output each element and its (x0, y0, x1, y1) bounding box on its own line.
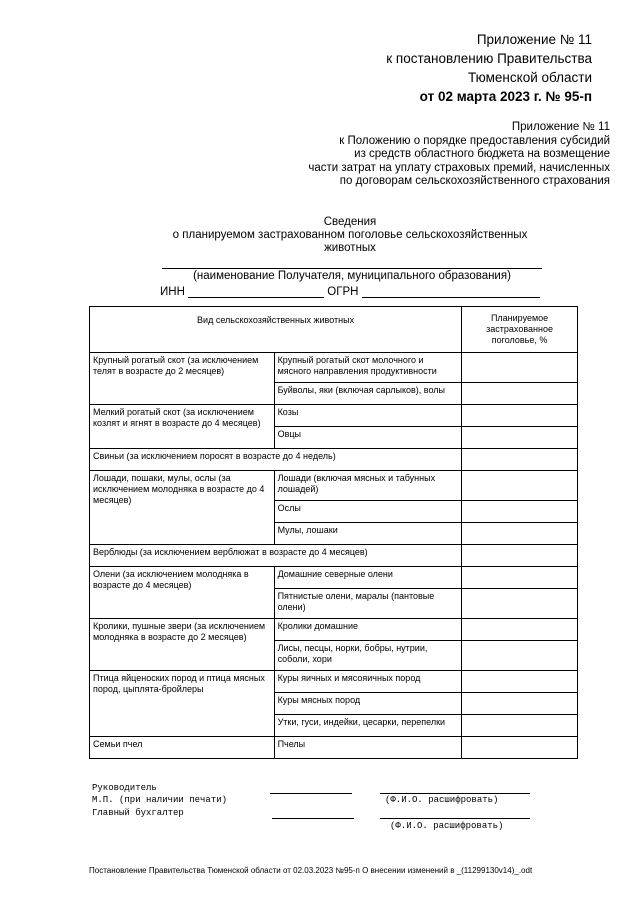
value-cell[interactable] (462, 353, 578, 383)
recipient-fill-line (162, 268, 542, 269)
item-fur-animals: Лисы, песцы, норки, бобры, нутрии, соболи, хори (274, 641, 462, 671)
heading-line3: животных (324, 242, 376, 254)
annex-sub-line5: по договорам сельскохозяйственного страхования (339, 175, 610, 187)
value-cell[interactable] (462, 567, 578, 589)
sig-head-name-line (380, 793, 530, 794)
recipient-caption: (наименование Получателя, муниципального образования) (193, 270, 511, 282)
ogrn-label: ОГРН (327, 286, 359, 298)
value-cell[interactable] (462, 619, 578, 641)
value-cell[interactable] (462, 693, 578, 715)
table-row (90, 471, 578, 501)
item-sheep: Овцы (274, 427, 462, 449)
document-footer: Постановление Правительства Тюменской области от 02.03.2023 №95-п О внесении изменений в _(11299130v14)_.odt (89, 866, 533, 875)
sig-head-line (270, 793, 352, 794)
inn-label: ИНН (160, 286, 185, 298)
heading-line1: Сведения (323, 216, 377, 228)
annex-sub-line1: Приложение № 11 (511, 121, 610, 133)
sig-head-label: Руководитель (92, 783, 157, 793)
inn-ogrn-row (160, 286, 550, 298)
item-goats: Козы (274, 405, 462, 427)
annex-sub-line2: к Положению о порядке предоставления субсидий (339, 134, 610, 147)
sig-accountant-line (272, 818, 354, 819)
value-cell[interactable] (462, 671, 578, 693)
value-cell[interactable] (462, 383, 578, 405)
table-row (90, 545, 578, 567)
table-row (90, 353, 578, 383)
item-mules: Мулы, лошаки (274, 523, 462, 545)
table-row (90, 619, 578, 641)
value-cell[interactable] (462, 641, 578, 671)
group-pigs: Свиньи (за исключением поросят в возрасте до 4 недель) (90, 449, 462, 471)
item-donkeys: Ослы (274, 501, 462, 523)
table-row (90, 671, 578, 693)
annex-main-date: от 02 марта 2023 г. № 95-п (419, 89, 592, 104)
value-cell[interactable] (462, 737, 578, 759)
item-meat-hens: Куры мясных пород (274, 693, 462, 715)
document-heading (160, 216, 540, 255)
annex-main-block (292, 30, 592, 106)
col-header-type: Вид сельскохозяйственных животных (90, 307, 462, 353)
group-cattle: Крупный рогатый скот (за исключением телят в возрасте до 2 месяцев) (90, 353, 275, 405)
annex-sub-block (250, 121, 610, 189)
group-small-cattle: Мелкий рогатый скот (за исключением козлят и ягнят в возрасте до 4 месяцев) (90, 405, 275, 449)
value-cell[interactable] (462, 427, 578, 449)
group-camels: Верблюды (за исключением верблюжат в возрасте до 4 месяцев) (90, 545, 462, 567)
value-cell[interactable] (462, 501, 578, 523)
item-rabbits: Кролики домашние (274, 619, 462, 641)
value-cell[interactable] (462, 545, 578, 567)
ogrn-fill-line (362, 286, 540, 298)
group-bees: Семьи пчел (90, 737, 275, 759)
item-reindeer: Домашние северные олени (274, 567, 462, 589)
item-spotted-deer: Пятнистые олени, маралы (пантовые олени) (274, 589, 462, 619)
item-laying-hens: Куры яичных и мясояичных пород (274, 671, 462, 693)
table-row (90, 405, 578, 427)
col-header-planned: Планируемое застрахованное поголовье, % (462, 307, 578, 353)
item-bees: Пчелы (274, 737, 462, 759)
table-row (90, 737, 578, 759)
value-cell[interactable] (462, 449, 578, 471)
annex-sub-line4: части затрат на уплату страховых премий, начисленных (308, 161, 610, 174)
annex-main-line3: Тюменской области (468, 70, 592, 85)
item-buffalo: Буйволы, яки (включая сарлыков), волы (274, 383, 462, 405)
group-poultry: Птица яйценоских пород и птица мясных пород, цыплята-бройлеры (90, 671, 275, 737)
item-horses: Лошади (включая мясных и табунных лошадей) (274, 471, 462, 501)
value-cell[interactable] (462, 715, 578, 737)
table-header-row (90, 307, 578, 353)
table-row (90, 449, 578, 471)
sig-head-fio-caption: (Ф.И.О. расшифровать) (385, 795, 499, 805)
inn-fill-line (188, 286, 324, 298)
annex-main-line2: к постановлению Правительства (386, 51, 592, 66)
group-rabbits: Кролики, пушные звери (за исключением молодняка в возрасте до 2 месяцев) (90, 619, 275, 671)
item-ducks-geese: Утки, гуси, индейки, цесарки, перепелки (274, 715, 462, 737)
annex-sub-line3: из средств областного бюджета на возмещение (354, 148, 610, 160)
value-cell[interactable] (462, 523, 578, 545)
value-cell[interactable] (462, 405, 578, 427)
value-cell[interactable] (462, 471, 578, 501)
sig-accountant-label: Главный бухгалтер (92, 808, 184, 818)
table-row (90, 567, 578, 589)
annex-main-line1: Приложение № 11 (476, 32, 592, 47)
group-deer: Олени (за исключением молодняка в возрасте до 4 месяцев) (90, 567, 275, 619)
sig-accountant-fio-caption: (Ф.И.О. расшифровать) (390, 821, 504, 831)
group-horses: Лошади, пошаки, мулы, ослы (за исключением молодняка в возрасте до 4 месяцев) (90, 471, 275, 545)
livestock-table (89, 306, 578, 759)
value-cell[interactable] (462, 589, 578, 619)
heading-line2: о планируемом застрахованном поголовье сельскохозяйственных (172, 229, 528, 241)
item-cattle-dairy-meat: Крупный рогатый скот молочного и мясного направления продуктивности (274, 353, 462, 383)
stamp-label: М.П. (при наличии печати) (92, 795, 228, 805)
sig-accountant-name-line (380, 818, 530, 819)
